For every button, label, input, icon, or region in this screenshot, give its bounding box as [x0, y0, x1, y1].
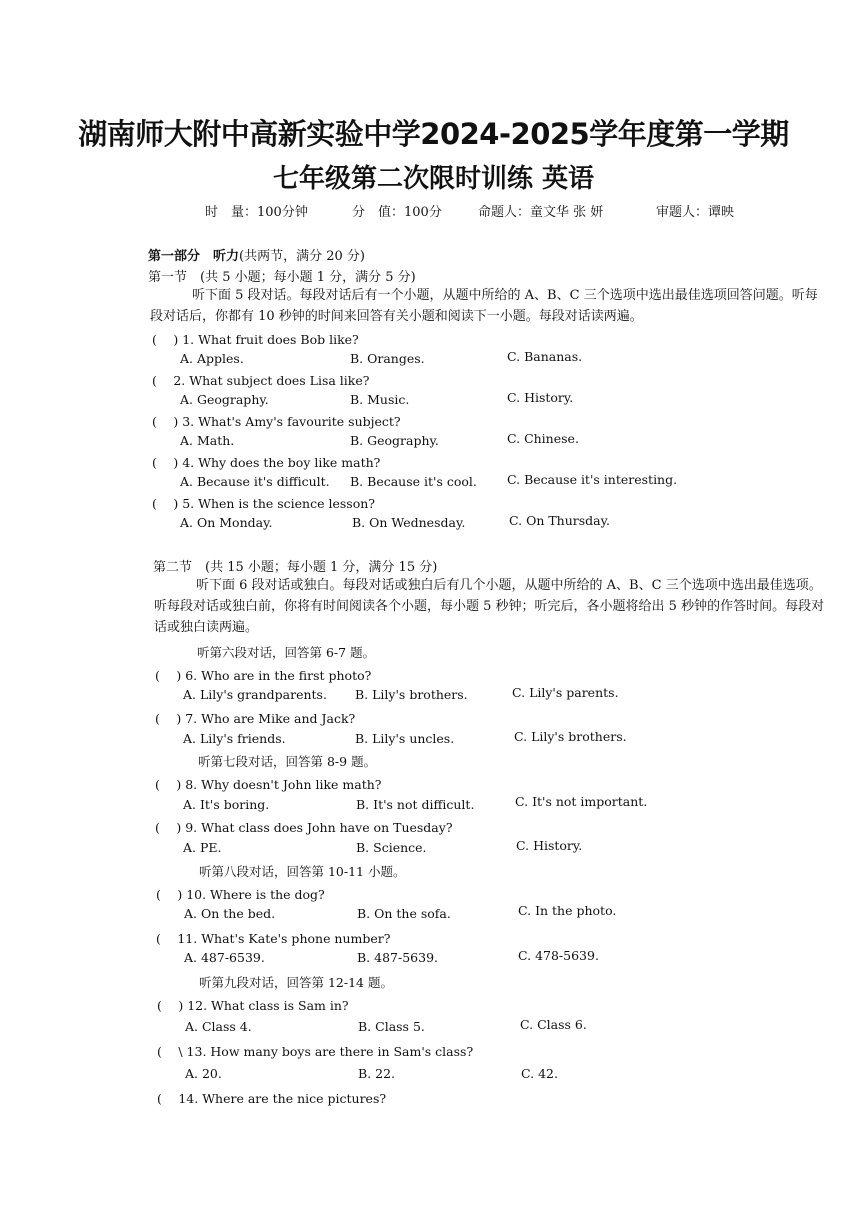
question-2-option-a: A. Geography.: [180, 392, 269, 407]
exam-author: 命题人：童文华 张 妍: [478, 205, 604, 220]
dialogue-7-note: 听第七段对话，回答第 8-9 题。: [198, 754, 377, 769]
question-14: ( 14. Where are the nice pictures?: [157, 1091, 387, 1106]
question-9-option-c: C. History.: [516, 838, 583, 853]
question-7-option-c: C. Lily's brothers.: [514, 729, 627, 744]
exam-subtitle: 七年级第二次限时训练 英语: [272, 164, 595, 194]
question-6-option-c: C. Lily's parents.: [512, 685, 619, 700]
question-7: ( ) 7. Who are Mike and Jack?: [155, 711, 356, 726]
question-8-option-b: B. It's not difficult.: [356, 797, 475, 812]
question-9-option-a: A. PE.: [183, 840, 222, 855]
section1-heading: 第一节 (共 5 小题；每小题 1 分，满分 5 分): [148, 270, 416, 285]
section2-heading: 第二节 (共 15 小题；每小题 1 分，满分 15 分): [153, 560, 438, 575]
question-1-option-b: B. Oranges.: [350, 351, 425, 366]
dialogue-6-note: 听第六段对话，回答第 6-7 题。: [197, 645, 376, 660]
question-8-option-a: A. It's boring.: [183, 797, 270, 812]
question-8: ( ) 8. Why doesn't John like math?: [155, 777, 382, 792]
question-3-option-c: C. Chinese.: [507, 431, 579, 446]
question-6-option-a: A. Lily's grandparents.: [183, 687, 327, 702]
question-4-option-b: B. Because it's cool.: [350, 474, 477, 489]
question-4-option-a: A. Because it's difficult.: [180, 474, 330, 489]
question-5-option-b: B. On Wednesday.: [352, 515, 466, 530]
question-6: ( ) 6. Who are in the first photo?: [155, 668, 372, 683]
question-1: ( ) 1. What fruit does Bob like?: [152, 332, 359, 347]
section2-instruction: 听下面 6 段对话或独白。每段对话或独白后有几个小题，从题中所给的 A、B、C 三个选项中选出最佳选项。听每段对话或独白前，你将有时间阅读各个小题，每小题 5 秒钟；听完后，各小题将给出 5 秒钟的作答时间。每段对话或独白读两遍。: [154, 578, 825, 635]
question-12-option-b: B. Class 5.: [358, 1019, 425, 1034]
question-11-option-a: A. 487-6539.: [184, 950, 265, 965]
question-12-option-c: C. Class 6.: [520, 1017, 587, 1032]
question-11: ( 11. What's Kate's phone number?: [156, 931, 391, 946]
part1-note: (共两节，满分 20 分): [239, 249, 365, 264]
question-11-option-b: B. 487-5639.: [357, 950, 438, 965]
exam-reviewer: 审题人：谭映: [656, 205, 735, 220]
question-13-option-a: A. 20.: [185, 1066, 222, 1081]
question-3-option-b: B. Geography.: [350, 433, 439, 448]
part1-title: 第一部分 听力: [148, 249, 240, 264]
question-3: ( ) 3. What's Amy's favourite subject?: [152, 414, 401, 429]
question-11-option-c: C. 478-5639.: [518, 948, 599, 963]
question-12-option-a: A. Class 4.: [185, 1019, 252, 1034]
question-2-option-c: C. History.: [507, 390, 574, 405]
dialogue-9-note: 听第九段对话，回答第 12-14 题。: [199, 975, 393, 990]
question-13-option-c: C. 42.: [521, 1066, 558, 1081]
question-13-option-b: B. 22.: [358, 1066, 396, 1081]
question-10-option-a: A. On the bed.: [184, 906, 276, 921]
question-13: ( \ 13. How many boys are there in Sam's class?: [157, 1044, 474, 1059]
exam-title: 湖南师大附中高新实验中学2024-2025学年度第一学期: [78, 117, 789, 151]
question-9-option-b: B. Science.: [356, 840, 427, 855]
question-5-option-c: C. On Thursday.: [509, 513, 610, 528]
question-12: ( ) 12. What class is Sam in?: [157, 998, 349, 1013]
question-5: ( ) 5. When is the science lesson?: [152, 496, 375, 511]
question-7-option-a: A. Lily's friends.: [183, 731, 286, 746]
question-7-option-b: B. Lily's uncles.: [355, 731, 455, 746]
question-9: ( ) 9. What class does John have on Tuesday?: [155, 820, 453, 835]
part1-heading: [148, 245, 365, 264]
question-4: ( ) 4. Why does the boy like math?: [152, 455, 381, 470]
question-6-option-b: B. Lily's brothers.: [355, 687, 468, 702]
question-8-option-c: C. It's not important.: [515, 794, 648, 809]
question-4-option-c: C. Because it's interesting.: [507, 472, 678, 487]
question-1-option-c: C. Bananas.: [507, 349, 583, 364]
question-2-option-b: B. Music.: [350, 392, 410, 407]
exam-score: 分 值：100分: [352, 205, 442, 220]
section1-instruction: 听下面 5 段对话。每段对话后有一个小题，从题中所给的 A、B、C 三个选项中选出最佳选项回答问题。听每段对话后，你都有 10 秒钟的时间来回答有关小题和阅读下一小题。每段对话读两遍。: [150, 288, 818, 324]
question-1-option-a: A. Apples.: [180, 351, 244, 366]
question-10: ( ) 10. Where is the dog?: [156, 887, 325, 902]
question-5-option-a: A. On Monday.: [180, 515, 273, 530]
question-10-option-c: C. In the photo.: [518, 903, 617, 918]
exam-time: 时 量：100分钟: [205, 205, 308, 220]
question-2: ( 2. What subject does Lisa like?: [152, 373, 370, 388]
question-10-option-b: B. On the sofa.: [357, 906, 451, 921]
dialogue-8-note: 听第八段对话，回答第 10-11 小题。: [199, 864, 406, 879]
question-3-option-a: A. Math.: [180, 433, 235, 448]
